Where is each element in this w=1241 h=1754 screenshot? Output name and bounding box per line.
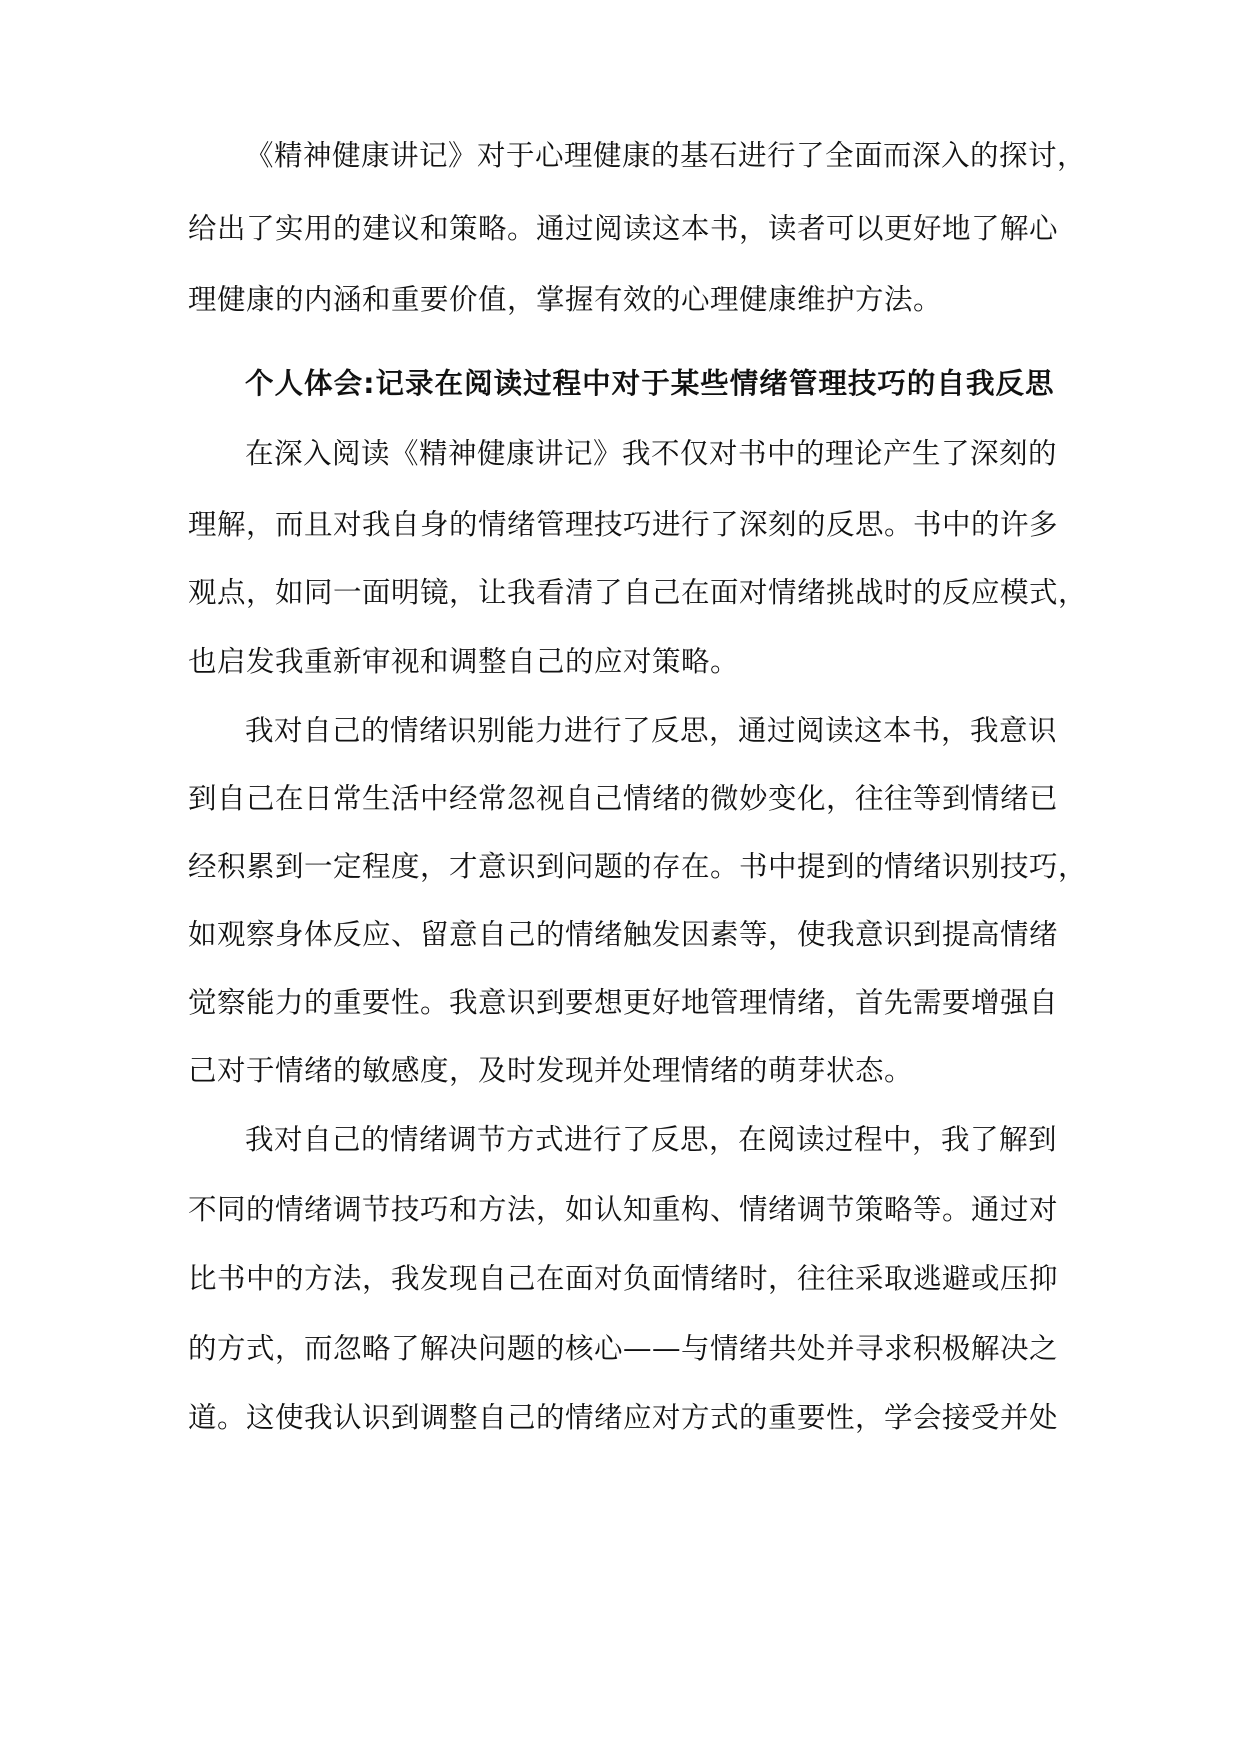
paragraph-4-line-3: 比书中的方法，我发现自己在面对负面情绪时，往往采取逃避或压抑 bbox=[188, 1262, 1059, 1295]
paragraph-4-line-2: 不同的情绪调节技巧和方法，如认知重构、情绪调节策略等。通过对 bbox=[188, 1193, 1059, 1226]
paragraph-4-line-4: 的方式，而忽略了解决问题的核心——与情绪共处并寻求积极解决之 bbox=[188, 1332, 1059, 1365]
paragraph-3-line-5: 觉察能力的重要性。我意识到要想更好地管理情绪，首先需要增强自 bbox=[188, 986, 1059, 1019]
paragraph-2-line-1: 在深入阅读《精神健康讲记》我不仅对书中的理论产生了深刻的 bbox=[245, 437, 1058, 470]
paragraph-1-line-1: 《精神健康讲记》对于心理健康的基石进行了全面而深入的探讨， bbox=[245, 139, 1087, 172]
paragraph-3-line-6: 己对于情绪的敏感度，及时发现并处理情绪的萌芽状态。 bbox=[188, 1054, 914, 1087]
paragraph-3-line-1: 我对自己的情绪识别能力进行了反思，通过阅读这本书，我意识 bbox=[245, 714, 1058, 747]
paragraph-3-line-3: 经积累到一定程度，才意识到问题的存在。书中提到的情绪识别技巧， bbox=[188, 850, 1088, 883]
paragraph-2-line-4: 也启发我重新审视和调整自己的应对策略。 bbox=[188, 645, 740, 678]
paragraph-3-line-4: 如观察身体反应、留意自己的情绪触发因素等，使我意识到提高情绪 bbox=[188, 918, 1059, 951]
paragraph-2-line-2: 理解，而且对我自身的情绪管理技巧进行了深刻的反思。书中的许多 bbox=[188, 508, 1059, 541]
paragraph-1-line-3: 理健康的内涵和重要价值，掌握有效的心理健康维护方法。 bbox=[188, 283, 943, 316]
paragraph-4-line-1: 我对自己的情绪调节方式进行了反思，在阅读过程中，我了解到 bbox=[245, 1123, 1058, 1156]
section-heading: 个人体会:记录在阅读过程中对于某些情绪管理技巧的自我反思 bbox=[245, 367, 1054, 400]
paragraph-2-line-3: 观点，如同一面明镜，让我看清了自己在面对情绪挑战时的反应模式， bbox=[188, 576, 1088, 609]
paragraph-4-line-5: 道。这使我认识到调整自己的情绪应对方式的重要性，学会接受并处 bbox=[188, 1401, 1059, 1434]
paragraph-1-line-2: 给出了实用的建议和策略。通过阅读这本书，读者可以更好地了解心 bbox=[188, 212, 1059, 245]
paragraph-3-line-2: 到自己在日常生活中经常忽视自己情绪的微妙变化，往往等到情绪已 bbox=[188, 782, 1059, 815]
